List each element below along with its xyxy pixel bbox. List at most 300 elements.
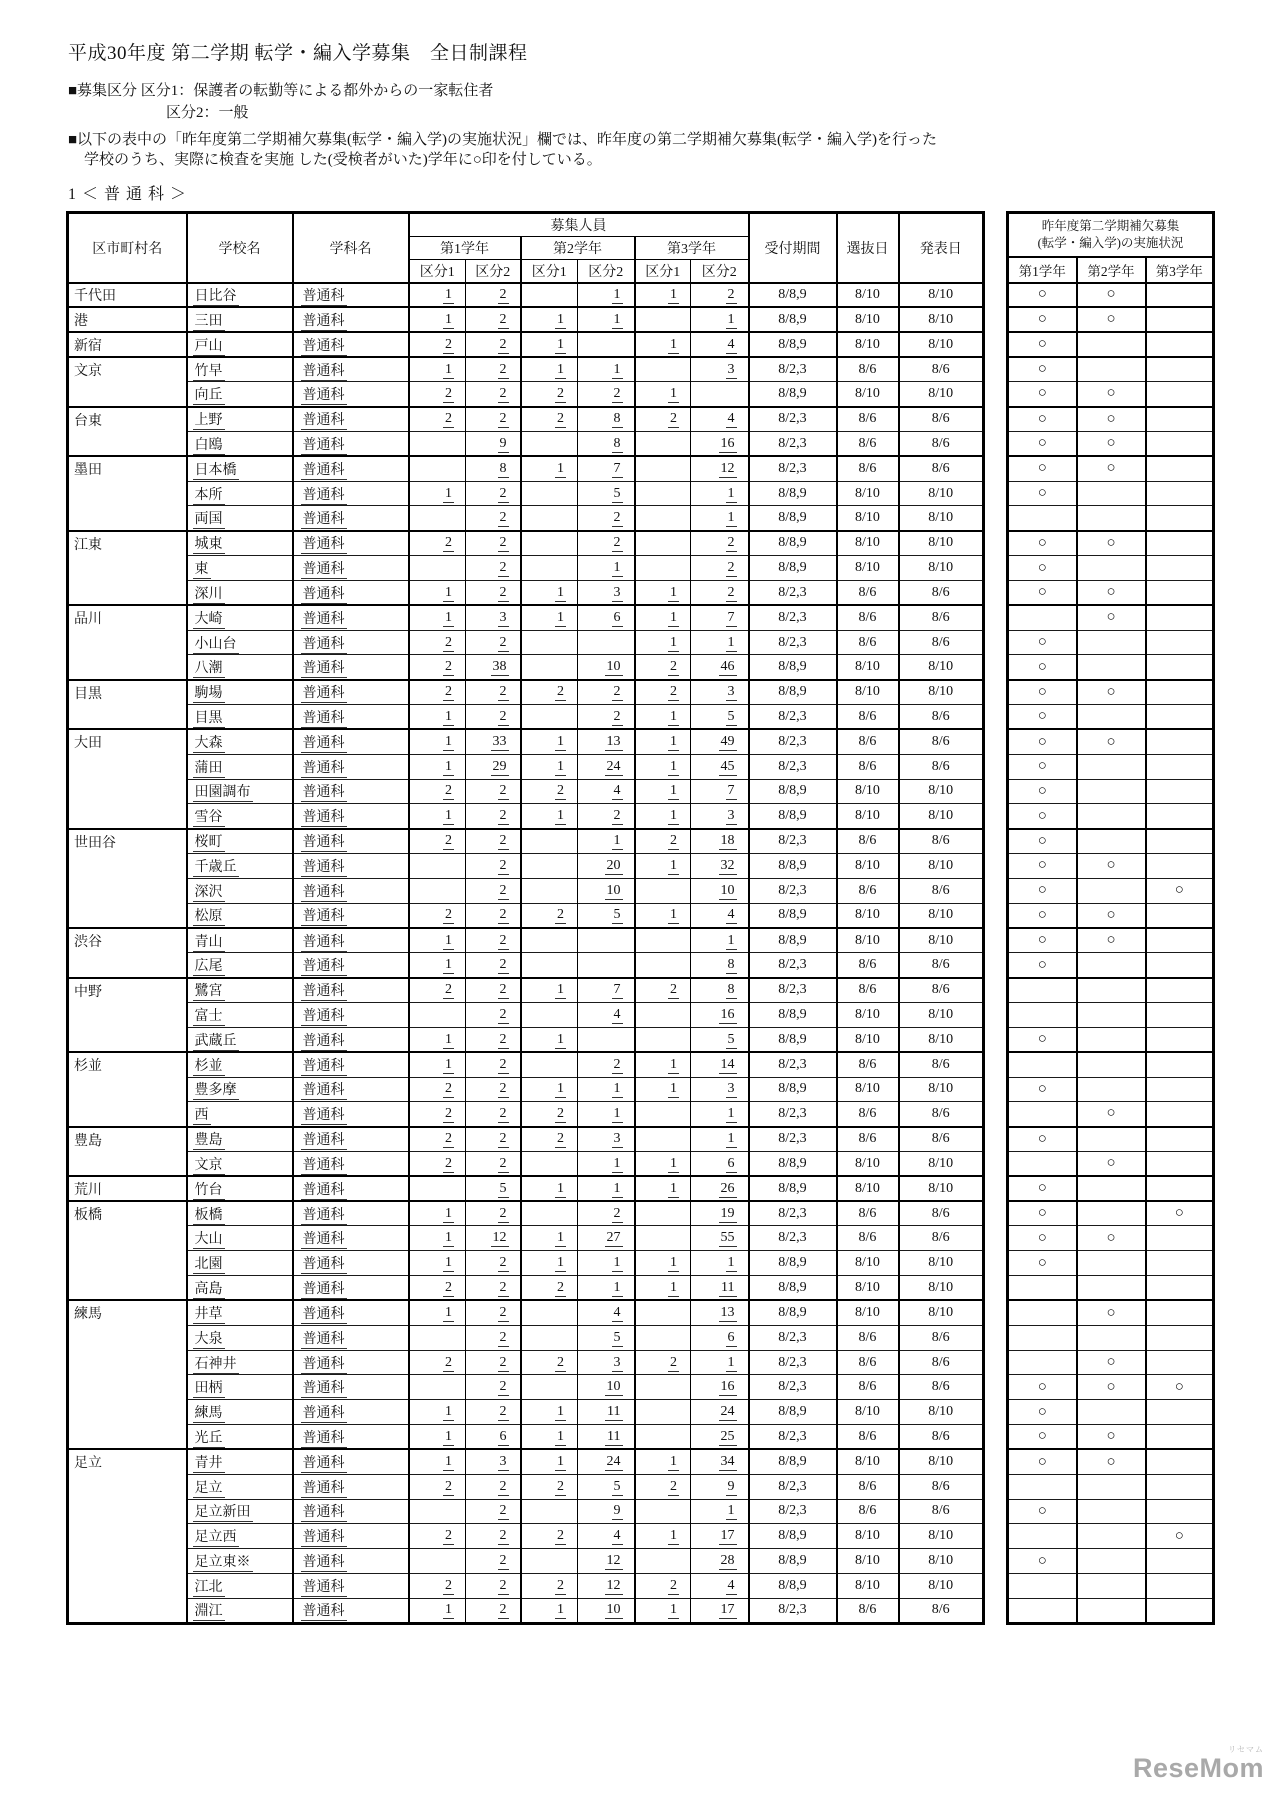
cell-kubun-value [521,953,578,978]
cell-kubun-value [521,630,578,655]
cell-ward [68,1549,187,1574]
cell-school: 淵江 [187,1598,293,1623]
mark-cell-empty [1146,382,1214,407]
cell-dept: 普通科 [293,1127,409,1152]
cell-school: 千歳丘 [187,854,293,879]
cell-school: 北園 [187,1251,293,1276]
mark-cell-empty [1077,630,1146,655]
cell-kubun-value [409,1176,466,1201]
cell-kubun-value: 2 [578,531,635,556]
cell-school: 鷺宮 [187,978,293,1003]
cell-kubun-value: 24 [691,1400,749,1425]
cell-school: 両国 [187,506,293,531]
cell-kubun-value: 2 [635,655,691,680]
cell-dept: 普通科 [293,779,409,804]
mark-cell-empty [1146,729,1214,754]
header-dept: 学科名 [293,213,409,283]
cell-school: 大山 [187,1226,293,1251]
cell-kubun-value: 2 [466,705,521,730]
cell-ward [68,431,187,456]
cell-kubun-value: 2 [466,1003,521,1028]
mark-cell-empty [1077,1549,1146,1574]
cell-period: 8/8,9 [749,1549,837,1574]
cell-selection-date: 8/10 [837,1251,899,1276]
cell-dept: 普通科 [293,1226,409,1251]
cell-kubun-value [521,1201,578,1226]
cell-dept: 普通科 [293,506,409,531]
cell-kubun-value: 2 [466,630,521,655]
cell-school: 深川 [187,580,293,605]
cell-period: 8/2,3 [749,1325,837,1350]
mark-cell-empty [1146,1598,1214,1623]
cell-kubun-value: 2 [466,1574,521,1599]
cell-selection-date: 8/6 [837,630,899,655]
cell-period: 8/8,9 [749,804,837,829]
mark-cell-empty [1146,1151,1214,1176]
cell-kubun-value: 2 [521,1524,578,1549]
cell-kubun-value: 1 [635,804,691,829]
cell-kubun-value: 1 [409,1425,466,1450]
cell-kubun-value: 2 [521,407,578,432]
mark-cell-empty [1008,1350,1077,1375]
cell-kubun-value: 5 [578,903,635,928]
header-kubun2: 区分2 [466,260,521,283]
cell-kubun-value: 2 [466,580,521,605]
cell-announce-date: 8/6 [899,407,984,432]
cell-selection-date: 8/6 [837,456,899,481]
circle-mark: ○ [1077,382,1146,407]
cell-kubun-value: 33 [466,729,521,754]
cell-period: 8/2,3 [749,754,837,779]
cell-dept: 普通科 [293,1474,409,1499]
cell-kubun-value [409,1499,466,1524]
cell-kubun-value: 1 [521,1251,578,1276]
circle-mark: ○ [1008,655,1077,680]
cell-announce-date: 8/6 [899,605,984,630]
cell-ward [68,1499,187,1524]
circle-mark: ○ [1077,283,1146,308]
cell-kubun-value: 7 [578,456,635,481]
cell-kubun-value: 1 [691,1350,749,1375]
cell-period: 8/2,3 [749,357,837,382]
cell-ward [68,1375,187,1400]
cell-period: 8/8,9 [749,1400,837,1425]
cell-selection-date: 8/10 [837,1449,899,1474]
cell-ward: 千代田 [68,283,187,308]
cell-ward: 墨田 [68,456,187,481]
side-table-title-line2: (転学・編入学)の実施状況 [1037,235,1184,250]
cell-dept: 普通科 [293,953,409,978]
cell-ward [68,1226,187,1251]
cell-kubun-value: 1 [521,978,578,1003]
cell-announce-date: 8/6 [899,705,984,730]
cell-announce-date: 8/10 [899,382,984,407]
cell-dept: 普通科 [293,1499,409,1524]
cell-kubun-value: 2 [409,1574,466,1599]
mark-cell-empty [1146,1499,1214,1524]
cell-kubun-value [635,1201,691,1226]
cell-kubun-value: 1 [521,1226,578,1251]
cell-kubun-value: 16 [691,1375,749,1400]
mark-cell-empty [1146,556,1214,581]
cell-kubun-value: 2 [635,1350,691,1375]
cell-period: 8/2,3 [749,1052,837,1077]
mark-cell-empty [1077,829,1146,854]
cell-kubun-value: 19 [691,1201,749,1226]
cell-kubun-value: 2 [409,655,466,680]
cell-dept: 普通科 [293,1003,409,1028]
cell-announce-date: 8/10 [899,680,984,705]
cell-announce-date: 8/10 [899,1549,984,1574]
cell-ward [68,754,187,779]
cell-period: 8/8,9 [749,382,837,407]
mark-cell-empty [1146,307,1214,332]
mark-cell-empty [1146,1325,1214,1350]
cell-period: 8/8,9 [749,556,837,581]
cell-announce-date: 8/10 [899,928,984,953]
mark-cell-empty [1146,978,1214,1003]
cell-school: 日比谷 [187,283,293,308]
cell-kubun-value [521,1549,578,1574]
cell-announce-date: 8/6 [899,580,984,605]
cell-selection-date: 8/6 [837,729,899,754]
cell-ward [68,1524,187,1549]
cell-kubun-value [635,307,691,332]
cell-kubun-value: 6 [466,1425,521,1450]
circle-mark: ○ [1008,1251,1077,1276]
mark-cell-empty [1008,1052,1077,1077]
cell-dept: 普通科 [293,1151,409,1176]
cell-period: 8/8,9 [749,1449,837,1474]
circle-mark: ○ [1008,283,1077,308]
cell-kubun-value: 46 [691,655,749,680]
cell-kubun-value: 3 [691,680,749,705]
cell-kubun-value [521,1300,578,1325]
cell-selection-date: 8/10 [837,854,899,879]
cell-selection-date: 8/10 [837,655,899,680]
cell-kubun-value: 2 [466,1027,521,1052]
cell-kubun-value: 20 [578,854,635,879]
cell-announce-date: 8/6 [899,456,984,481]
cell-ward [68,705,187,730]
cell-announce-date: 8/6 [899,1474,984,1499]
cell-selection-date: 8/6 [837,580,899,605]
circle-mark: ○ [1077,854,1146,879]
cell-period: 8/8,9 [749,779,837,804]
cell-announce-date: 8/6 [899,978,984,1003]
cell-school: 練馬 [187,1400,293,1425]
cell-dept: 普通科 [293,531,409,556]
circle-mark: ○ [1077,1449,1146,1474]
cell-selection-date: 8/6 [837,878,899,903]
cell-school: 日本橋 [187,456,293,481]
cell-announce-date: 8/6 [899,953,984,978]
cell-announce-date: 8/10 [899,779,984,804]
cell-kubun-value: 27 [578,1226,635,1251]
cell-kubun-value: 2 [409,332,466,357]
cell-announce-date: 8/10 [899,903,984,928]
cell-school: 富士 [187,1003,293,1028]
cell-announce-date: 8/10 [899,1400,984,1425]
cell-dept: 普通科 [293,332,409,357]
cell-period: 8/2,3 [749,1102,837,1127]
cell-ward: 足立 [68,1449,187,1474]
cell-kubun-value: 1 [635,903,691,928]
cell-kubun-value: 1 [578,556,635,581]
cell-dept: 普通科 [293,1375,409,1400]
cell-kubun-value: 9 [466,431,521,456]
mark-cell-empty [1077,1003,1146,1028]
cell-school: 桜町 [187,829,293,854]
cell-dept: 普通科 [293,1400,409,1425]
cell-kubun-value: 1 [521,307,578,332]
mark-cell-empty [1077,1499,1146,1524]
cell-kubun-value: 10 [578,1598,635,1623]
cell-school: 文京 [187,1151,293,1176]
cell-kubun-value: 17 [691,1524,749,1549]
circle-mark: ○ [1008,556,1077,581]
cell-selection-date: 8/10 [837,307,899,332]
cell-ward [68,779,187,804]
cell-kubun-value: 2 [521,1102,578,1127]
cell-period: 8/2,3 [749,1226,837,1251]
mark-cell-empty [1146,1077,1214,1102]
circle-mark: ○ [1008,680,1077,705]
cell-dept: 普通科 [293,1350,409,1375]
mark-cell-empty [1146,1176,1214,1201]
cell-kubun-value: 1 [521,729,578,754]
cell-kubun-value: 29 [466,754,521,779]
cell-selection-date: 8/10 [837,903,899,928]
cell-kubun-value: 2 [466,779,521,804]
circle-mark: ○ [1008,779,1077,804]
cell-kubun-value: 6 [691,1325,749,1350]
cell-announce-date: 8/10 [899,1574,984,1599]
cell-ward [68,382,187,407]
cell-selection-date: 8/10 [837,1574,899,1599]
cell-kubun-value: 14 [691,1052,749,1077]
cell-kubun-value: 1 [521,456,578,481]
cell-announce-date: 8/10 [899,1449,984,1474]
cell-kubun-value [521,556,578,581]
cell-kubun-value: 1 [521,580,578,605]
mark-cell-empty [1077,754,1146,779]
mark-cell-empty [1077,1077,1146,1102]
cell-period: 8/8,9 [749,1524,837,1549]
cell-period: 8/8,9 [749,655,837,680]
cell-selection-date: 8/10 [837,1003,899,1028]
cell-ward [68,1251,187,1276]
cell-kubun-value: 1 [578,1077,635,1102]
cell-period: 8/8,9 [749,854,837,879]
cell-ward [68,556,187,581]
cell-kubun-value [521,531,578,556]
cell-school: 豊多摩 [187,1077,293,1102]
cell-kubun-value [635,953,691,978]
cell-kubun-value [635,1400,691,1425]
note-recruit-kubun2: 区分2：一般 [166,105,249,121]
cell-kubun-value: 2 [466,531,521,556]
mark-cell-empty [1146,1226,1214,1251]
cell-announce-date: 8/10 [899,1176,984,1201]
cell-ward [68,506,187,531]
cell-kubun-value: 1 [409,804,466,829]
cell-school: 深沢 [187,878,293,903]
circle-mark: ○ [1146,878,1214,903]
cell-school: 白鴎 [187,431,293,456]
cell-kubun-value [691,382,749,407]
cell-kubun-value: 1 [521,1027,578,1052]
circle-mark: ○ [1077,431,1146,456]
circle-mark: ○ [1008,307,1077,332]
cell-kubun-value [635,556,691,581]
circle-mark: ○ [1077,1350,1146,1375]
cell-period: 8/2,3 [749,630,837,655]
cell-kubun-value: 1 [409,1449,466,1474]
cell-kubun-value: 2 [409,1102,466,1127]
cell-kubun-value [635,878,691,903]
cell-kubun-value: 2 [466,407,521,432]
circle-mark: ○ [1008,531,1077,556]
cell-ward: 荒川 [68,1176,187,1201]
cell-kubun-value: 1 [691,1499,749,1524]
cell-kubun-value: 2 [691,283,749,308]
cell-kubun-value: 16 [691,431,749,456]
main-table-body [68,283,984,1624]
cell-kubun-value: 12 [466,1226,521,1251]
cell-kubun-value: 2 [409,1127,466,1152]
cell-school: 本所 [187,481,293,506]
cell-school: 広尾 [187,953,293,978]
mark-cell-empty [1146,431,1214,456]
cell-school: 足立東※ [187,1549,293,1574]
mark-cell-empty [1008,1276,1077,1301]
cell-selection-date: 8/10 [837,481,899,506]
cell-kubun-value: 1 [521,1176,578,1201]
cell-kubun-value: 1 [409,928,466,953]
cell-period: 8/8,9 [749,680,837,705]
cell-announce-date: 8/6 [899,1127,984,1152]
cell-period: 8/2,3 [749,829,837,854]
cell-period: 8/8,9 [749,1077,837,1102]
cell-kubun-value [409,556,466,581]
side-header-grade3: 第3学年 [1146,257,1214,283]
circle-mark: ○ [1008,1201,1077,1226]
cell-announce-date: 8/6 [899,1425,984,1450]
cell-school: 武蔵丘 [187,1027,293,1052]
cell-kubun-value: 5 [578,1474,635,1499]
circle-mark: ○ [1008,878,1077,903]
cell-announce-date: 8/6 [899,357,984,382]
cell-period: 8/8,9 [749,1276,837,1301]
cell-selection-date: 8/10 [837,506,899,531]
cell-kubun-value: 6 [578,605,635,630]
cell-ward [68,1077,187,1102]
cell-kubun-value: 2 [466,1350,521,1375]
cell-selection-date: 8/6 [837,1127,899,1152]
cell-school: 竹台 [187,1176,293,1201]
cell-announce-date: 8/10 [899,1300,984,1325]
cell-selection-date: 8/10 [837,680,899,705]
cell-kubun-value: 1 [691,928,749,953]
header-announce-date: 発表日 [899,213,984,283]
cell-kubun-value: 2 [521,1474,578,1499]
cell-kubun-value: 2 [466,506,521,531]
mark-cell-empty [1008,1151,1077,1176]
cell-kubun-value: 12 [578,1549,635,1574]
cell-kubun-value: 2 [578,1201,635,1226]
cell-school: 豊島 [187,1127,293,1152]
cell-kubun-value: 3 [466,1449,521,1474]
cell-kubun-value [409,878,466,903]
mark-cell-empty [1077,1574,1146,1599]
cell-kubun-value [521,481,578,506]
cell-kubun-value: 2 [466,1300,521,1325]
cell-kubun-value: 3 [466,605,521,630]
mark-cell-empty [1008,1300,1077,1325]
cell-kubun-value: 4 [578,779,635,804]
cell-kubun-value: 3 [578,580,635,605]
cell-kubun-value: 2 [409,1524,466,1549]
mark-cell-empty [1077,953,1146,978]
cell-kubun-value [521,1375,578,1400]
mark-cell-empty [1077,1400,1146,1425]
cell-dept: 普通科 [293,680,409,705]
cell-kubun-value: 1 [521,1449,578,1474]
cell-period: 8/8,9 [749,1176,837,1201]
cell-announce-date: 8/6 [899,431,984,456]
mark-cell-empty [1077,1474,1146,1499]
cell-kubun-value: 2 [466,1325,521,1350]
cell-kubun-value: 45 [691,754,749,779]
cell-period: 8/2,3 [749,1201,837,1226]
circle-mark: ○ [1008,1176,1077,1201]
cell-kubun-value [578,953,635,978]
cell-selection-date: 8/10 [837,804,899,829]
cell-kubun-value: 25 [691,1425,749,1450]
cell-kubun-value: 4 [691,903,749,928]
cell-kubun-value: 1 [635,854,691,879]
header-selection-date: 選抜日 [837,213,899,283]
cell-announce-date: 8/10 [899,1027,984,1052]
cell-dept: 普通科 [293,978,409,1003]
cell-announce-date: 8/10 [899,1003,984,1028]
cell-selection-date: 8/6 [837,1598,899,1623]
cell-dept: 普通科 [293,407,409,432]
cell-ward: 杉並 [68,1052,187,1077]
mark-cell-empty [1008,1003,1077,1028]
cell-announce-date: 8/10 [899,307,984,332]
cell-kubun-value: 5 [466,1176,521,1201]
cell-kubun-value: 2 [466,1251,521,1276]
cell-kubun-value: 2 [466,804,521,829]
cell-school: 竹早 [187,357,293,382]
cell-kubun-value: 7 [691,779,749,804]
cell-kubun-value: 11 [691,1276,749,1301]
cell-ward: 新宿 [68,332,187,357]
mark-cell-empty [1077,1251,1146,1276]
mark-cell-empty [1146,680,1214,705]
mark-cell-empty [1146,655,1214,680]
cell-kubun-value: 1 [635,1598,691,1623]
circle-mark: ○ [1008,1375,1077,1400]
mark-cell-empty [1146,1127,1214,1152]
cell-kubun-value: 10 [578,1375,635,1400]
mark-cell-empty [1146,1052,1214,1077]
circle-mark: ○ [1077,456,1146,481]
mark-cell-empty [1146,1300,1214,1325]
circle-mark: ○ [1008,1449,1077,1474]
